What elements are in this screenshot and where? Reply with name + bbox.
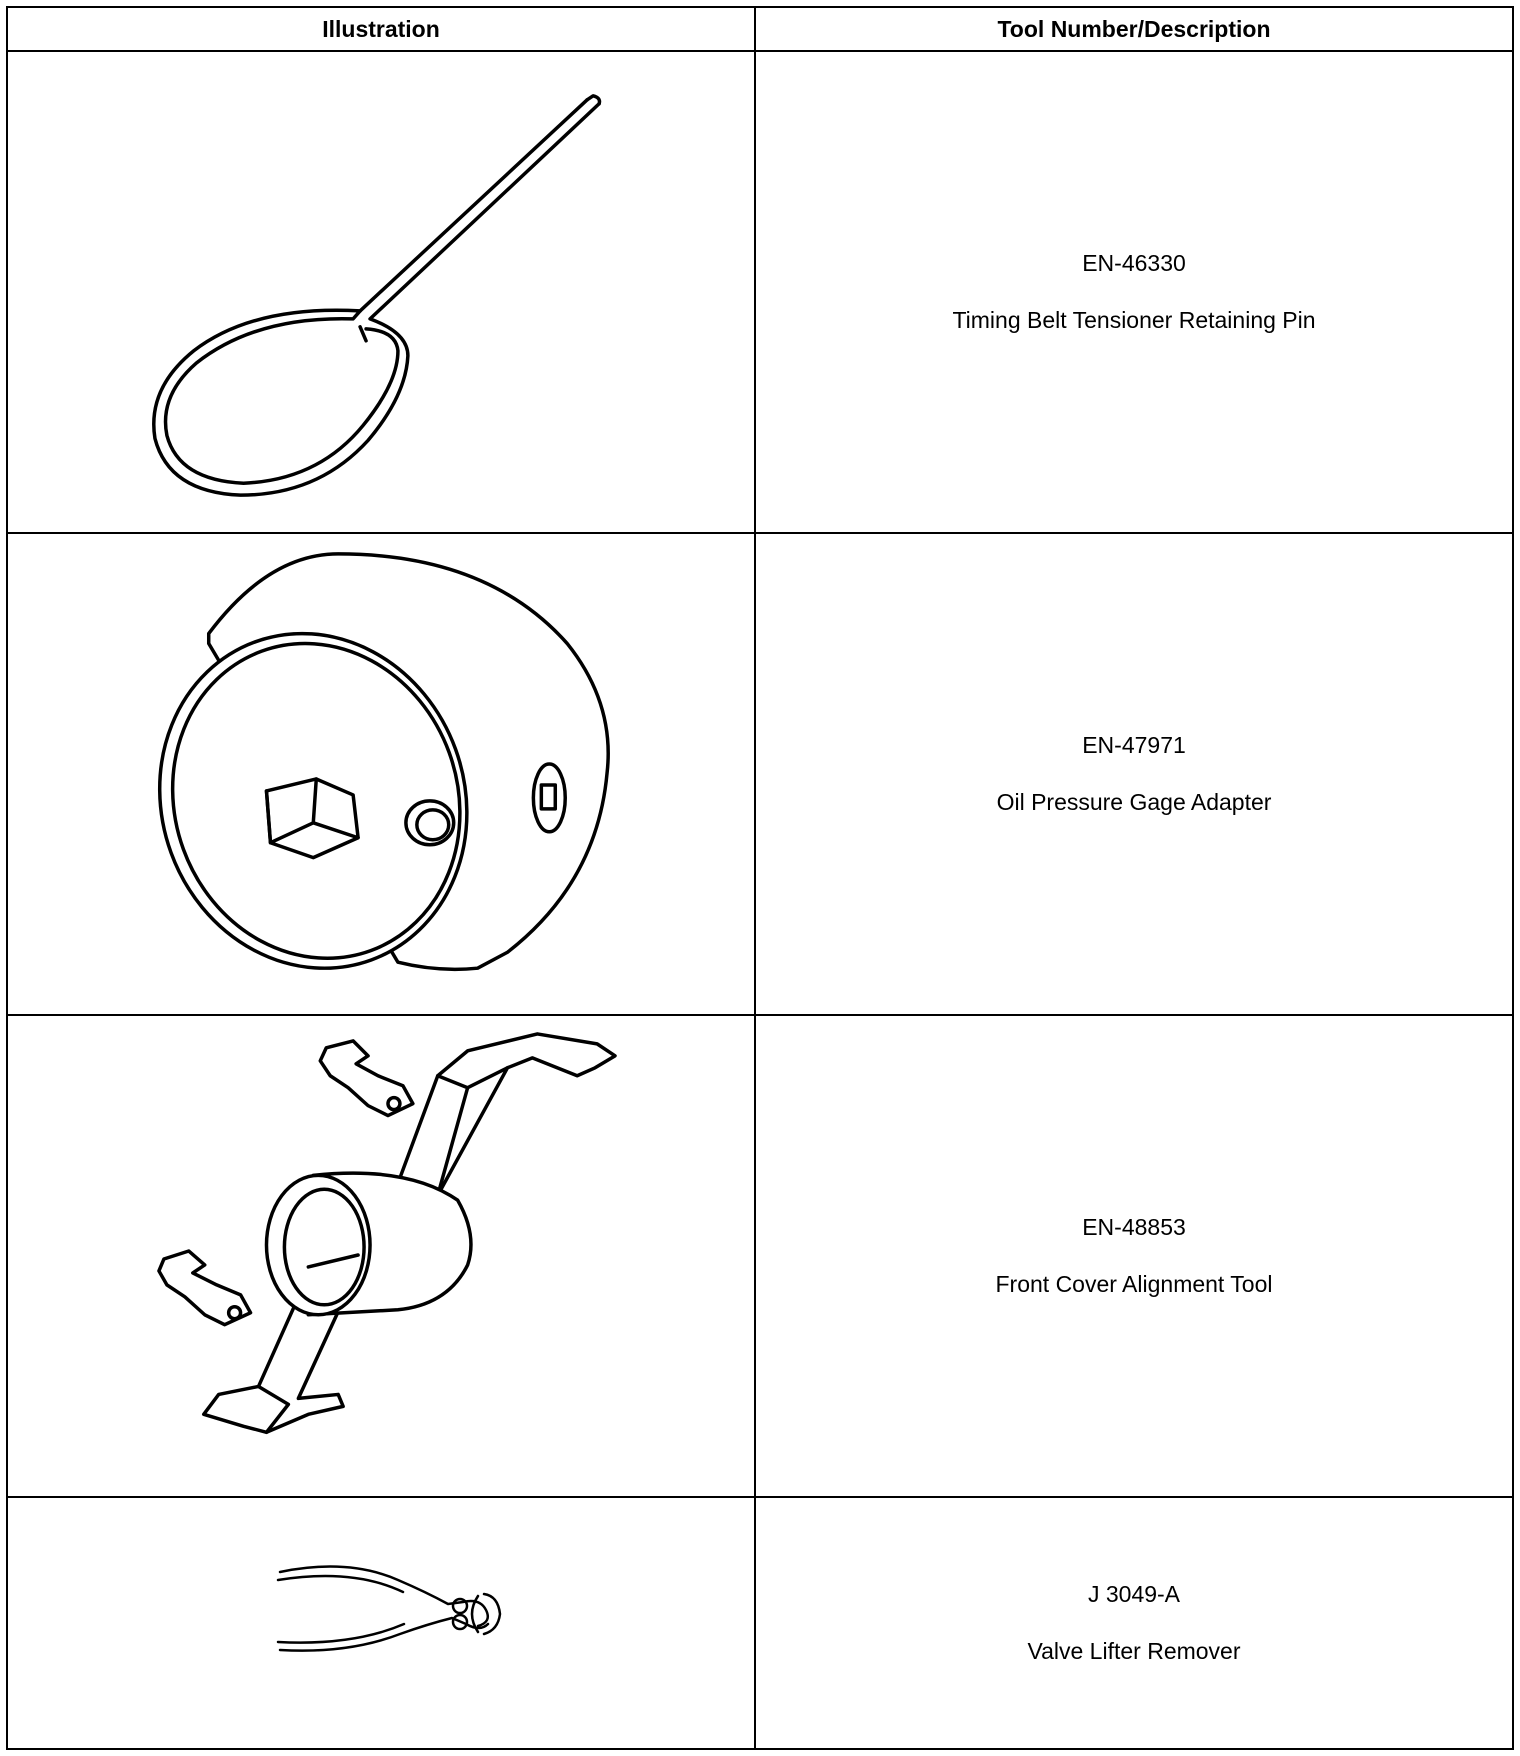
- tool-number: EN-47971: [1082, 732, 1186, 758]
- alignment-tool-icon: [8, 1016, 756, 1496]
- tool-description: Oil Pressure Gage Adapter: [996, 789, 1272, 815]
- table-row: [8, 534, 1512, 1016]
- table-row: [8, 1016, 1512, 1498]
- gage-adapter-icon: [8, 534, 756, 1014]
- tool-number: J 3049-A: [1087, 1581, 1181, 1607]
- table-header: [8, 8, 1512, 52]
- description-cell: [756, 1016, 1512, 1496]
- tool-description: Front Cover Alignment Tool: [995, 1271, 1273, 1297]
- pliers-icon: [8, 1498, 756, 1748]
- description-cell: [756, 534, 1512, 1014]
- tool-table: [6, 6, 1514, 1750]
- tool-description: Timing Belt Tensioner Retaining Pin: [952, 307, 1316, 333]
- retaining-pin-icon: [8, 52, 756, 532]
- header-illustration: Illustration: [8, 8, 756, 50]
- tool-number: EN-48853: [1082, 1214, 1186, 1240]
- illustration-cell: [8, 534, 756, 1014]
- tool-number: EN-46330: [1082, 250, 1186, 276]
- illustration-cell: [8, 1498, 756, 1748]
- illustration-cell: [8, 52, 756, 532]
- description-cell: [756, 52, 1512, 532]
- header-description: Tool Number/Description: [997, 15, 1271, 42]
- table-row: [8, 1498, 1512, 1748]
- description-cell: [756, 1498, 1512, 1748]
- tool-description: Valve Lifter Remover: [1027, 1638, 1241, 1664]
- illustration-cell: [8, 1016, 756, 1496]
- table-row: [8, 52, 1512, 534]
